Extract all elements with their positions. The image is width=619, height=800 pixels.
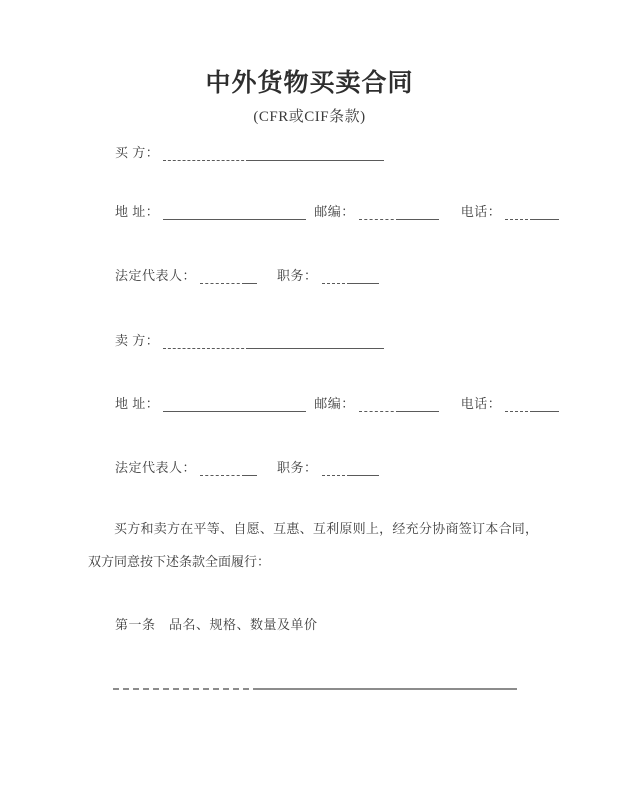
buyer-phone-blank-solid	[533, 204, 559, 220]
buyer-address-row	[115, 203, 559, 220]
buyer-legal-rep-blank-solid	[245, 268, 257, 284]
divider-dashed-segment	[113, 686, 259, 690]
buyer-duty-label: 职务：	[277, 268, 318, 283]
divider-solid-segment	[259, 686, 517, 690]
buyer-name-row	[115, 144, 384, 161]
buyer-name-blank-solid	[249, 145, 384, 161]
seller-phone-label: 电话：	[460, 396, 502, 411]
buyer-legal-rep-row	[115, 267, 379, 284]
seller-name-label: 卖 方：	[115, 333, 160, 348]
seller-address-blank	[163, 396, 306, 412]
buyer-legal-rep-blank	[200, 268, 245, 284]
seller-legal-rep-blank	[200, 460, 245, 476]
section-divider-line	[113, 686, 517, 690]
preamble-paragraph: 买方和卖方在平等、自愿、互惠、互利原则上，经充分协商签订本合同，双方同意按下述条款全面履行：	[88, 521, 538, 569]
seller-name-blank-solid	[249, 333, 384, 349]
buyer-address-blank	[163, 204, 306, 220]
buyer-address-label: 地 址：	[115, 204, 160, 219]
buyer-duty-blank-solid	[350, 268, 379, 284]
buyer-phone-blank	[505, 204, 533, 220]
buyer-postcode-label: 邮编：	[314, 204, 355, 219]
seller-phone-blank-solid	[533, 396, 559, 412]
seller-duty-blank-solid	[350, 460, 379, 476]
seller-postcode-blank	[359, 396, 399, 412]
buyer-name-label: 买 方：	[115, 145, 160, 160]
document-subtitle: (CFR或CIF条款)	[253, 109, 366, 125]
seller-legal-rep-blank-solid	[245, 460, 257, 476]
buyer-phone-label: 电话：	[460, 204, 502, 219]
seller-phone-blank	[505, 396, 533, 412]
seller-postcode-blank-solid	[399, 396, 439, 412]
seller-address-label: 地 址：	[115, 396, 160, 411]
document-title: 中外货物买卖合同	[205, 69, 414, 97]
buyer-legal-rep-label: 法定代表人：	[115, 268, 197, 283]
buyer-postcode-blank-solid	[399, 204, 439, 220]
buyer-duty-blank	[322, 268, 350, 284]
seller-legal-rep-row	[115, 459, 379, 476]
article-1-heading: 第一条 品名、规格、数量及单价	[115, 617, 318, 632]
seller-legal-rep-label: 法定代表人：	[115, 460, 197, 475]
seller-postcode-label: 邮编：	[314, 396, 355, 411]
seller-address-row	[115, 395, 559, 412]
seller-duty-blank	[322, 460, 350, 476]
seller-name-row	[115, 332, 384, 349]
seller-duty-label: 职务：	[277, 460, 318, 475]
buyer-name-blank	[163, 145, 249, 161]
buyer-postcode-blank	[359, 204, 399, 220]
seller-name-blank	[163, 333, 249, 349]
